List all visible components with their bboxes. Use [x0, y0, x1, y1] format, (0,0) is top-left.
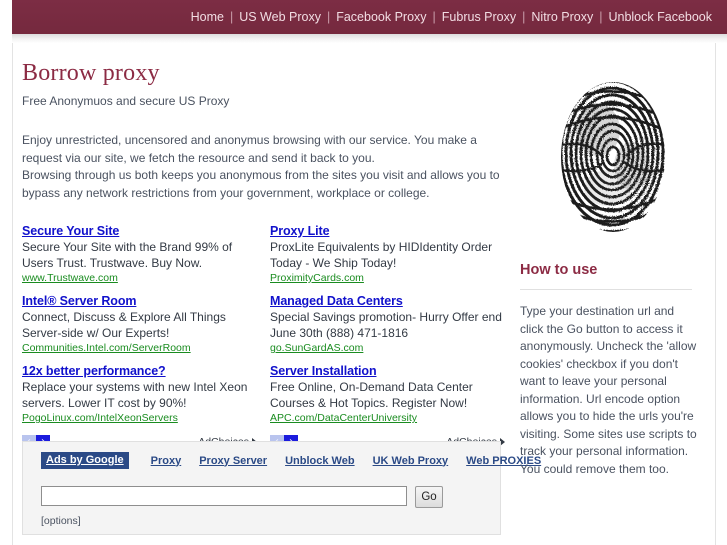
- ad-url-link[interactable]: www.Trustwave.com: [22, 272, 118, 284]
- ad-row: [22, 294, 508, 364]
- sidebar-heading: How to use: [520, 262, 598, 278]
- fingerprint-image-wrapper: [520, 56, 710, 256]
- ad-url-link[interactable]: APC.com/DataCenterUniversity: [270, 412, 418, 424]
- keyword-link-web-proxies[interactable]: Web PROXIES: [466, 454, 542, 467]
- ad-url-link[interactable]: ProximityCards.com: [270, 272, 364, 284]
- ad-row: [22, 224, 508, 294]
- ad-description: Replace your systems with new Intel Xeon servers. Lower IT cost by 90%!: [22, 380, 248, 410]
- nav-item-unblock-facebook[interactable]: Unblock Facebook: [608, 10, 712, 24]
- ad-block: [270, 224, 505, 294]
- ad-block: [270, 294, 505, 364]
- nav-separator: |: [522, 10, 526, 24]
- ad-title-link[interactable]: Proxy Lite: [270, 224, 330, 238]
- nav-item-us-web-proxy[interactable]: US Web Proxy: [239, 10, 321, 24]
- header-shadow: [12, 34, 727, 43]
- ad-description: Free Online, On-Demand Data Center Courses & Hot Topics. Register Now!: [270, 380, 473, 410]
- fingerprint-icon: [548, 70, 678, 245]
- ads-keyword-links: [151, 455, 542, 467]
- ad-url-link[interactable]: Communities.Intel.com/ServerRoom: [22, 342, 191, 354]
- page-left-border: [12, 43, 13, 545]
- ad-grid: [22, 224, 508, 449]
- ad-block: [270, 364, 505, 434]
- ad-title-link[interactable]: Managed Data Centers: [270, 294, 403, 308]
- keyword-link-proxy[interactable]: Proxy: [150, 454, 182, 467]
- nav-separator: |: [229, 10, 234, 24]
- sidebar-instructions: Type your destination url and click the Go button to access it anonymously. Uncheck the 'allow cookies' checkbox if you don't want to leave your personal information. Url encode option allows you to hide the urls you're visiting. Some sites use scripts to track your personal information. You could remove them too.: [520, 304, 697, 476]
- main-content: [22, 60, 508, 449]
- nav-item-fubrus-proxy[interactable]: Fubrus Proxy: [441, 10, 517, 24]
- intro-paragraph-2: Browsing through us both keeps you anonymous from the sites you visit and allows you to bypass any network restrictions from your government, workplace or college.: [22, 168, 500, 200]
- keyword-link-unblock-web[interactable]: Unblock Web: [285, 454, 355, 467]
- nav-separator: |: [326, 10, 331, 24]
- page-title: Borrow proxy: [22, 60, 160, 86]
- ads-by-google-badge[interactable]: Ads by Google: [41, 452, 129, 469]
- ad-description: Special Savings promotion- Hurry Offer end June 30th (888) 471-1816: [270, 310, 502, 340]
- sidebar-divider: [520, 289, 692, 290]
- url-search-row: [41, 486, 443, 508]
- options-link[interactable]: [options]: [41, 515, 81, 527]
- keyword-link-uk-web-proxy[interactable]: UK Web Proxy: [372, 454, 449, 467]
- keyword-link-proxy-server[interactable]: Proxy Server: [199, 454, 268, 467]
- ad-description: ProxLite Equivalents by HIDIdentity Order Today - We Ship Today!: [270, 240, 493, 270]
- right-sidebar: [520, 56, 710, 478]
- ad-title-link[interactable]: Secure Your Site: [22, 224, 120, 238]
- ad-row: [22, 364, 508, 434]
- page-tagline: Free Anonymuos and secure US Proxy: [22, 94, 230, 108]
- ad-description: Connect, Discuss & Explore All Things Server-side w/ Our Experts!: [22, 310, 226, 340]
- ad-block: [22, 364, 257, 434]
- go-button[interactable]: Go: [415, 486, 443, 508]
- intro-paragraph-1: Enjoy unrestricted, uncensored and anonymus browsing with our service. You make a request via our site, we fetch the resource and send it back to you.: [22, 133, 477, 165]
- page-right-border: [715, 43, 716, 545]
- intro-text: [22, 132, 508, 202]
- nav-separator: |: [599, 10, 603, 24]
- ad-title-link[interactable]: Server Installation: [270, 364, 377, 378]
- url-input[interactable]: [41, 486, 407, 506]
- nav-item-home[interactable]: Home: [190, 10, 224, 24]
- nav-item-nitro-proxy[interactable]: Nitro Proxy: [531, 10, 594, 24]
- top-navigation-bar: [12, 0, 727, 34]
- ad-block: [22, 294, 257, 364]
- ad-description: Secure Your Site with the Brand 99% of Users Trust. Trustwave. Buy Now.: [22, 240, 233, 270]
- proxy-search-panel: [22, 441, 542, 535]
- nav-separator: |: [432, 10, 436, 24]
- nav-item-facebook-proxy[interactable]: Facebook Proxy: [336, 10, 427, 24]
- ad-block: [22, 224, 257, 294]
- top-nav-links: [190, 0, 713, 34]
- ad-url-link[interactable]: PogoLinux.com/IntelXeonServers: [22, 412, 178, 424]
- ad-title-link[interactable]: 12x better performance?: [22, 364, 166, 378]
- ad-title-link[interactable]: Intel® Server Room: [22, 294, 137, 308]
- ad-url-link[interactable]: go.SunGardAS.com: [270, 342, 364, 354]
- ads-by-google-line: [41, 452, 541, 469]
